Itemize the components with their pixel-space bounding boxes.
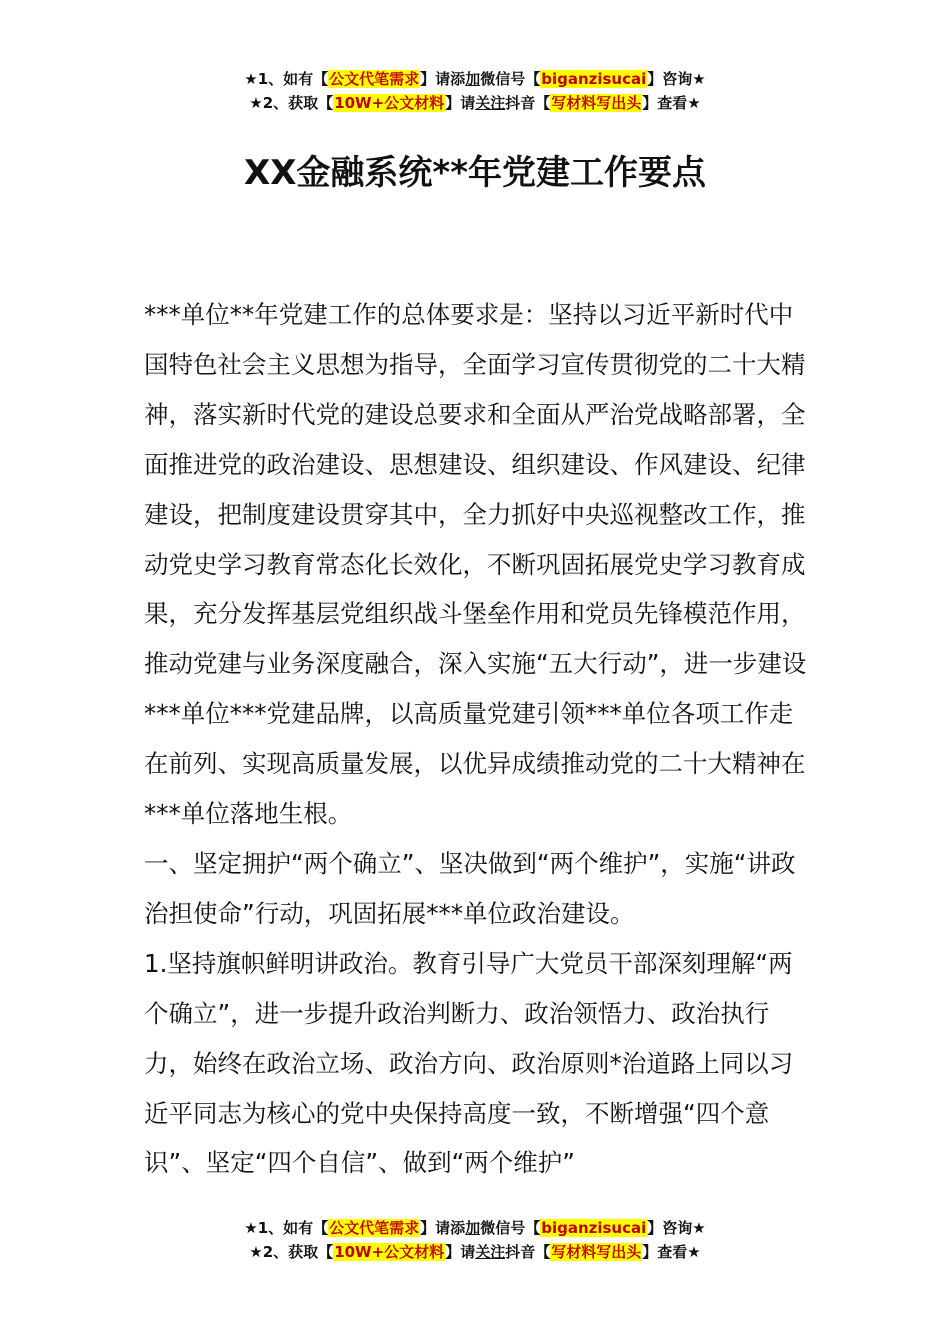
banner-text: 】请添 [420,70,466,88]
banner-text: ★1、如有【 [244,70,329,88]
highlight-materials: 10W+公文材料 [334,1243,445,1261]
highlight-douyin-id: 写材料写出头 [551,1243,642,1261]
paragraph-section-one-heading: 一、坚定拥护“两个确立”、坚决做到“两个维护”，实施“讲政治担使命”行动，巩固拓展***单位政治建设。 [144,848,796,928]
highlight-wechat-id: biganzisucai [541,1219,647,1237]
banner-underlined-text: 关注 [475,94,506,112]
banner-text: 】请添 [420,1219,466,1237]
banner-text: 抖音【 [505,94,551,112]
banner-text: 】请 [445,94,476,112]
banner-line-2 [0,1240,950,1264]
footer-banner [0,1216,950,1264]
highlight-douyin-id: 写材料写出头 [551,94,642,112]
highlight-materials: 10W+公文材料 [334,94,445,112]
highlight-service: 公文代笔需求 [329,70,420,88]
banner-text: ★2、获取【 [249,94,334,112]
banner-line-1 [0,1216,950,1240]
banner-text: 】咨询★ [647,1219,706,1237]
highlight-wechat-id: biganzisucai [541,70,647,88]
banner-text: ★1、如有【 [244,1219,329,1237]
document-title: XX金融系统**年党建工作要点 [244,153,706,193]
paragraph-item-one: 1.坚持旗帜鲜明讲政治。教育引导广大党员干部深刻理解“两个确立”，进一步提升政治判断力、政治领悟力、政治执行力，始终在政治立场、政治方向、政治原则*治道路上同以习近平同志为核心的党中央保持高度一致，不断增强“四个意识”、坚定“四个自信”、做到“两个维护” [144,948,794,1178]
banner-underlined-text: 加 [465,1219,481,1237]
banner-text: 微信号【 [480,70,541,88]
document-body [144,290,814,1188]
banner-text: ★2、获取【 [249,1243,334,1261]
highlight-service: 公文代笔需求 [329,1219,420,1237]
banner-text: 抖音【 [505,1243,551,1261]
banner-text: 】查看★ [642,94,701,112]
banner-underlined-text: 加 [465,70,481,88]
banner-text: 】查看★ [642,1243,701,1261]
paragraph-general-requirements: ***单位**年党建工作的总体要求是：坚持以习近平新时代中国特色社会主义思想为指导，全面学习宣传贯彻党的二十大精神，落实新时代党的建设总要求和全面从严治党战略部署，全面推进党的政治建设、思想建设、组织建设、作风建设、纪律建设，把制度建设贯穿其中，全力抓好中央巡视整改工作，推动党史学习教育常态化长效化，不断巩固拓展党史学习教育成果，充分发挥基层党组织战斗堡垒作用和党员先锋模范作用，推动党建与业务深度融合，深入实施“五大行动”，进一步建设***单位***党建品牌，以高质量党建引领***单位各项工作走在前列、实现高质量发展，以优异成绩推动党的二十大精神在***单位落地生根。 [144,300,807,829]
banner-text: 】咨询★ [647,70,706,88]
banner-text: 微信号【 [480,1219,541,1237]
header-banner [0,67,950,115]
banner-line-1 [0,67,950,91]
banner-line-2 [0,91,950,115]
banner-underlined-text: 关注 [475,1243,506,1261]
banner-text: 】请 [445,1243,476,1261]
